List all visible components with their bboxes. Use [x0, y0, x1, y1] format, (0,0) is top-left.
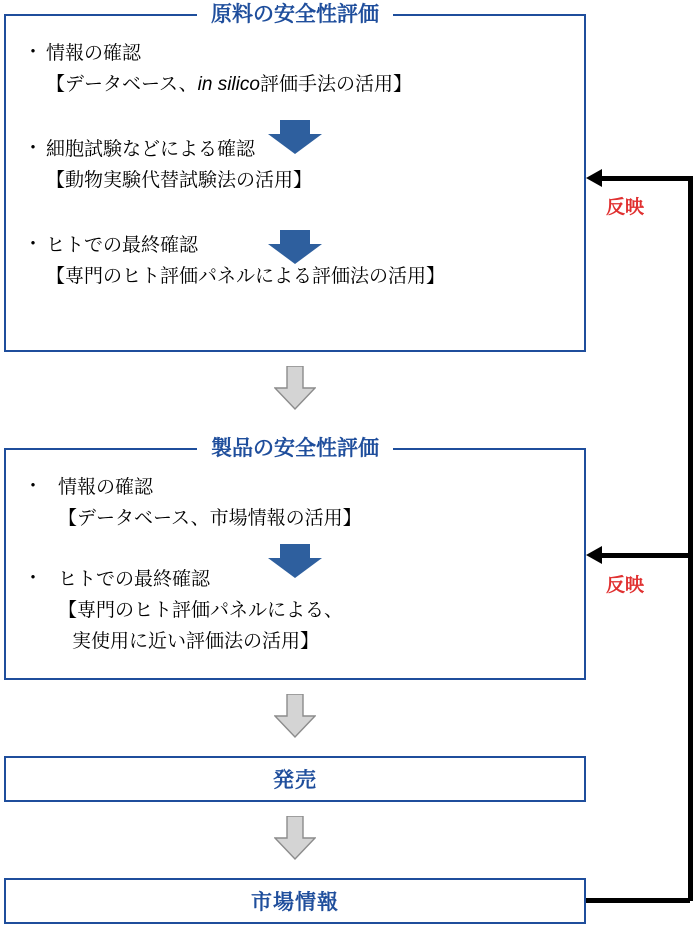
- step-line: [46, 69, 574, 100]
- product-safety-title: 製品の安全性評価: [197, 436, 393, 462]
- step-line: ヒトでの最終確認: [46, 235, 199, 256]
- feedback-arrowhead-lower: [586, 546, 602, 564]
- feedback-line-market: [586, 898, 690, 903]
- release-box: [4, 756, 586, 802]
- step-line: 情報の確認: [46, 43, 142, 64]
- feedback-arrowhead-upper: [586, 169, 602, 187]
- down-arrow-icon: [268, 230, 322, 264]
- down-arrow-icon: [274, 816, 316, 860]
- feedback-line-upper: [600, 176, 690, 181]
- product-safety-box: [4, 437, 586, 680]
- step-line-part: 評価手法の活用】: [259, 74, 412, 95]
- step-line: 情報の確認: [58, 477, 154, 498]
- market-info-box: [4, 878, 586, 924]
- raw-material-safety-box: [4, 3, 586, 352]
- feedback-trunk-line: [688, 176, 693, 901]
- down-arrow-icon: [274, 694, 316, 738]
- step-line: 【データベース、市場情報の活用】: [58, 508, 362, 529]
- step-line-italic-part: in silico: [197, 74, 260, 95]
- step-line: 細胞試験などによる確認: [46, 139, 256, 160]
- feedback-label-lower: 反映: [606, 575, 645, 596]
- release-label: 発売: [273, 769, 317, 792]
- feedback-line-lower: [600, 553, 690, 558]
- step-line: ヒトでの最終確認: [58, 569, 211, 590]
- bullet-icon: ・: [23, 42, 43, 63]
- bullet-icon: ・: [23, 138, 43, 159]
- bullet-icon: ・: [23, 476, 43, 497]
- step-line: 【専門のヒト評価パネルによる評価法の活用】: [46, 266, 446, 287]
- market-info-label: 市場情報: [251, 891, 339, 914]
- raw-material-safety-title: 原料の安全性評価: [197, 2, 393, 28]
- step-line: 【動物実験代替試験法の活用】: [46, 170, 313, 191]
- list-item: [20, 38, 574, 100]
- bullet-icon: ・: [23, 234, 43, 255]
- down-arrow-icon: [274, 366, 316, 410]
- feedback-label-upper: 反映: [606, 197, 645, 218]
- down-arrow-icon: [268, 120, 322, 154]
- list-item: [20, 472, 574, 534]
- step-line: 実使用に近い評価法の活用】: [72, 631, 320, 652]
- step-line: 【専門のヒト評価パネルによる、: [58, 600, 344, 621]
- bullet-icon: ・: [23, 568, 43, 589]
- down-arrow-icon: [268, 544, 322, 578]
- step-line-part: 【データベース、: [46, 74, 198, 95]
